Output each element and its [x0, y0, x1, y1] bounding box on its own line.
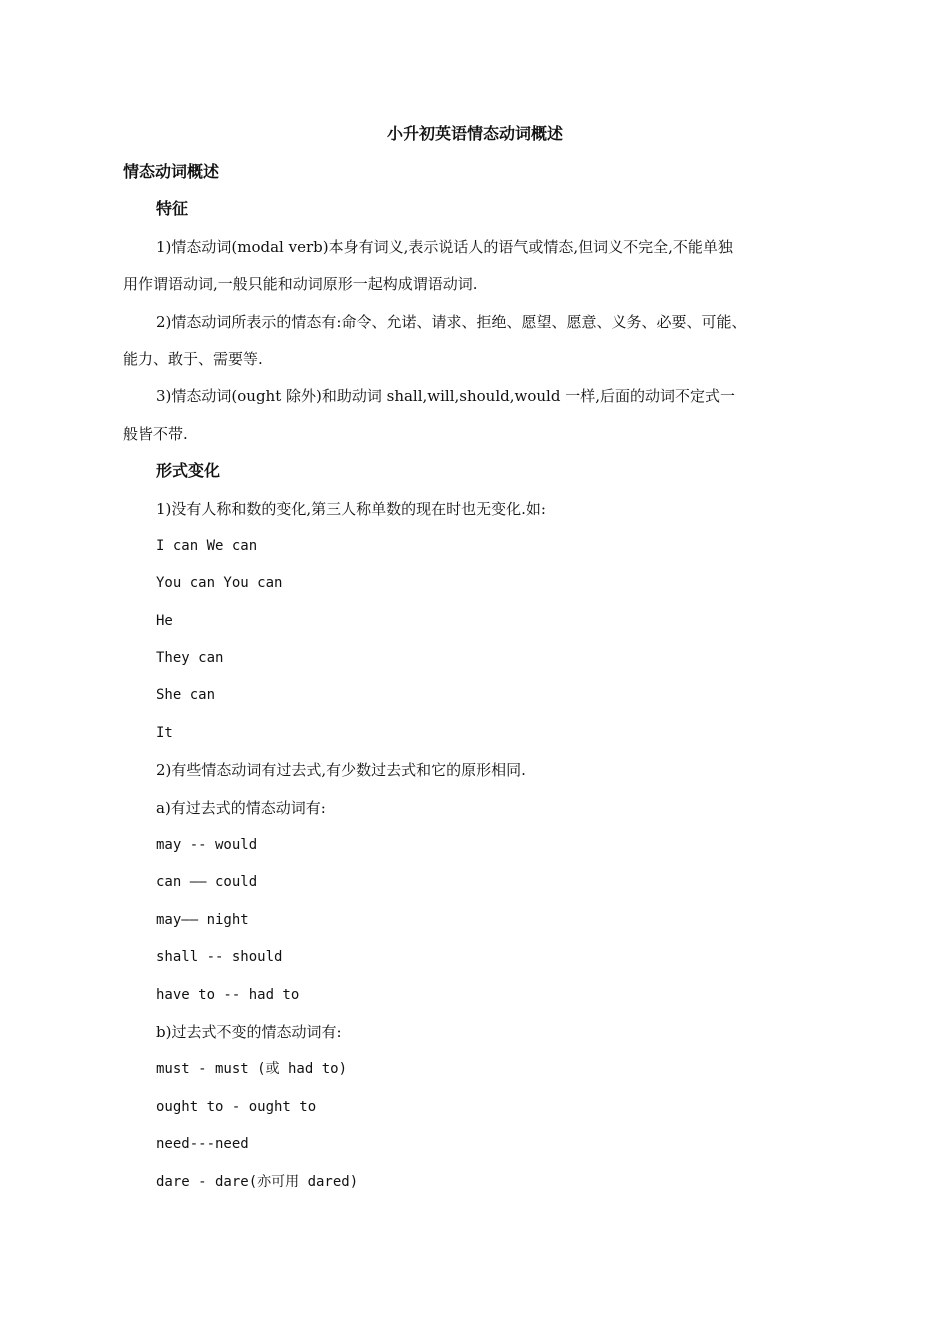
list-a-item: shall -- should: [156, 949, 283, 966]
features-paragraph-3-line-1: 3)情态动词(ought 除外)和助动词 shall,will,should,would 一样,后面的动词不定式一: [156, 387, 735, 406]
features-paragraph-1-line-2: 用作谓语动词,一般只能和动词原形一起构成谓语动词.: [123, 275, 478, 294]
list-a-item: have to -- had to: [156, 986, 300, 1003]
forms-heading: 形式变化: [156, 461, 221, 481]
features-paragraph-1-line-1: 1)情态动词(modal verb)本身有词义,表示说话人的语气或情态,但词义不完全,不能单独: [156, 237, 733, 256]
example-line: He: [156, 612, 173, 629]
document-title: 小升初英语情态动词概述: [386, 124, 563, 143]
list-b-item: must - must (或 had to): [156, 1061, 348, 1078]
features-paragraph-2-line-1: 2)情态动词所表示的情态有:命令、允诺、请求、拒绝、愿望、愿意、义务、必要、可能、: [156, 312, 747, 331]
document-body: [123, 160, 823, 1207]
example-line: I can We can: [156, 537, 258, 554]
list-b-item: need---need: [156, 1136, 249, 1153]
features-heading: 特征: [156, 199, 189, 219]
forms-paragraph-2: 2)有些情态动词有过去式,有少数过去式和它的原形相同.: [156, 761, 526, 780]
list-b-item: dare - dare(亦可用 dared): [156, 1173, 359, 1190]
example-line: You can You can: [156, 575, 283, 592]
list-a-item: may -- would: [156, 837, 258, 854]
features-paragraph-2-line-2: 能力、敢于、需要等.: [123, 349, 263, 368]
example-line: It: [156, 724, 173, 741]
list-a-item: can —— could: [156, 874, 258, 891]
list-b-item: ought to - ought to: [156, 1098, 317, 1115]
features-paragraph-3-line-2: 般皆不带.: [123, 424, 188, 443]
forms-paragraph-1: 1)没有人称和数的变化,第三人称单数的现在时也无变化.如:: [156, 499, 546, 518]
list-a-item: may—— night: [156, 911, 249, 928]
example-line: She can: [156, 687, 216, 704]
list-a-heading: a)有过去式的情态动词有:: [156, 798, 326, 817]
section-heading: 情态动词概述: [123, 162, 220, 181]
example-line: They can: [156, 650, 224, 667]
list-b-heading: b)过去式不变的情态动词有:: [156, 1022, 342, 1041]
